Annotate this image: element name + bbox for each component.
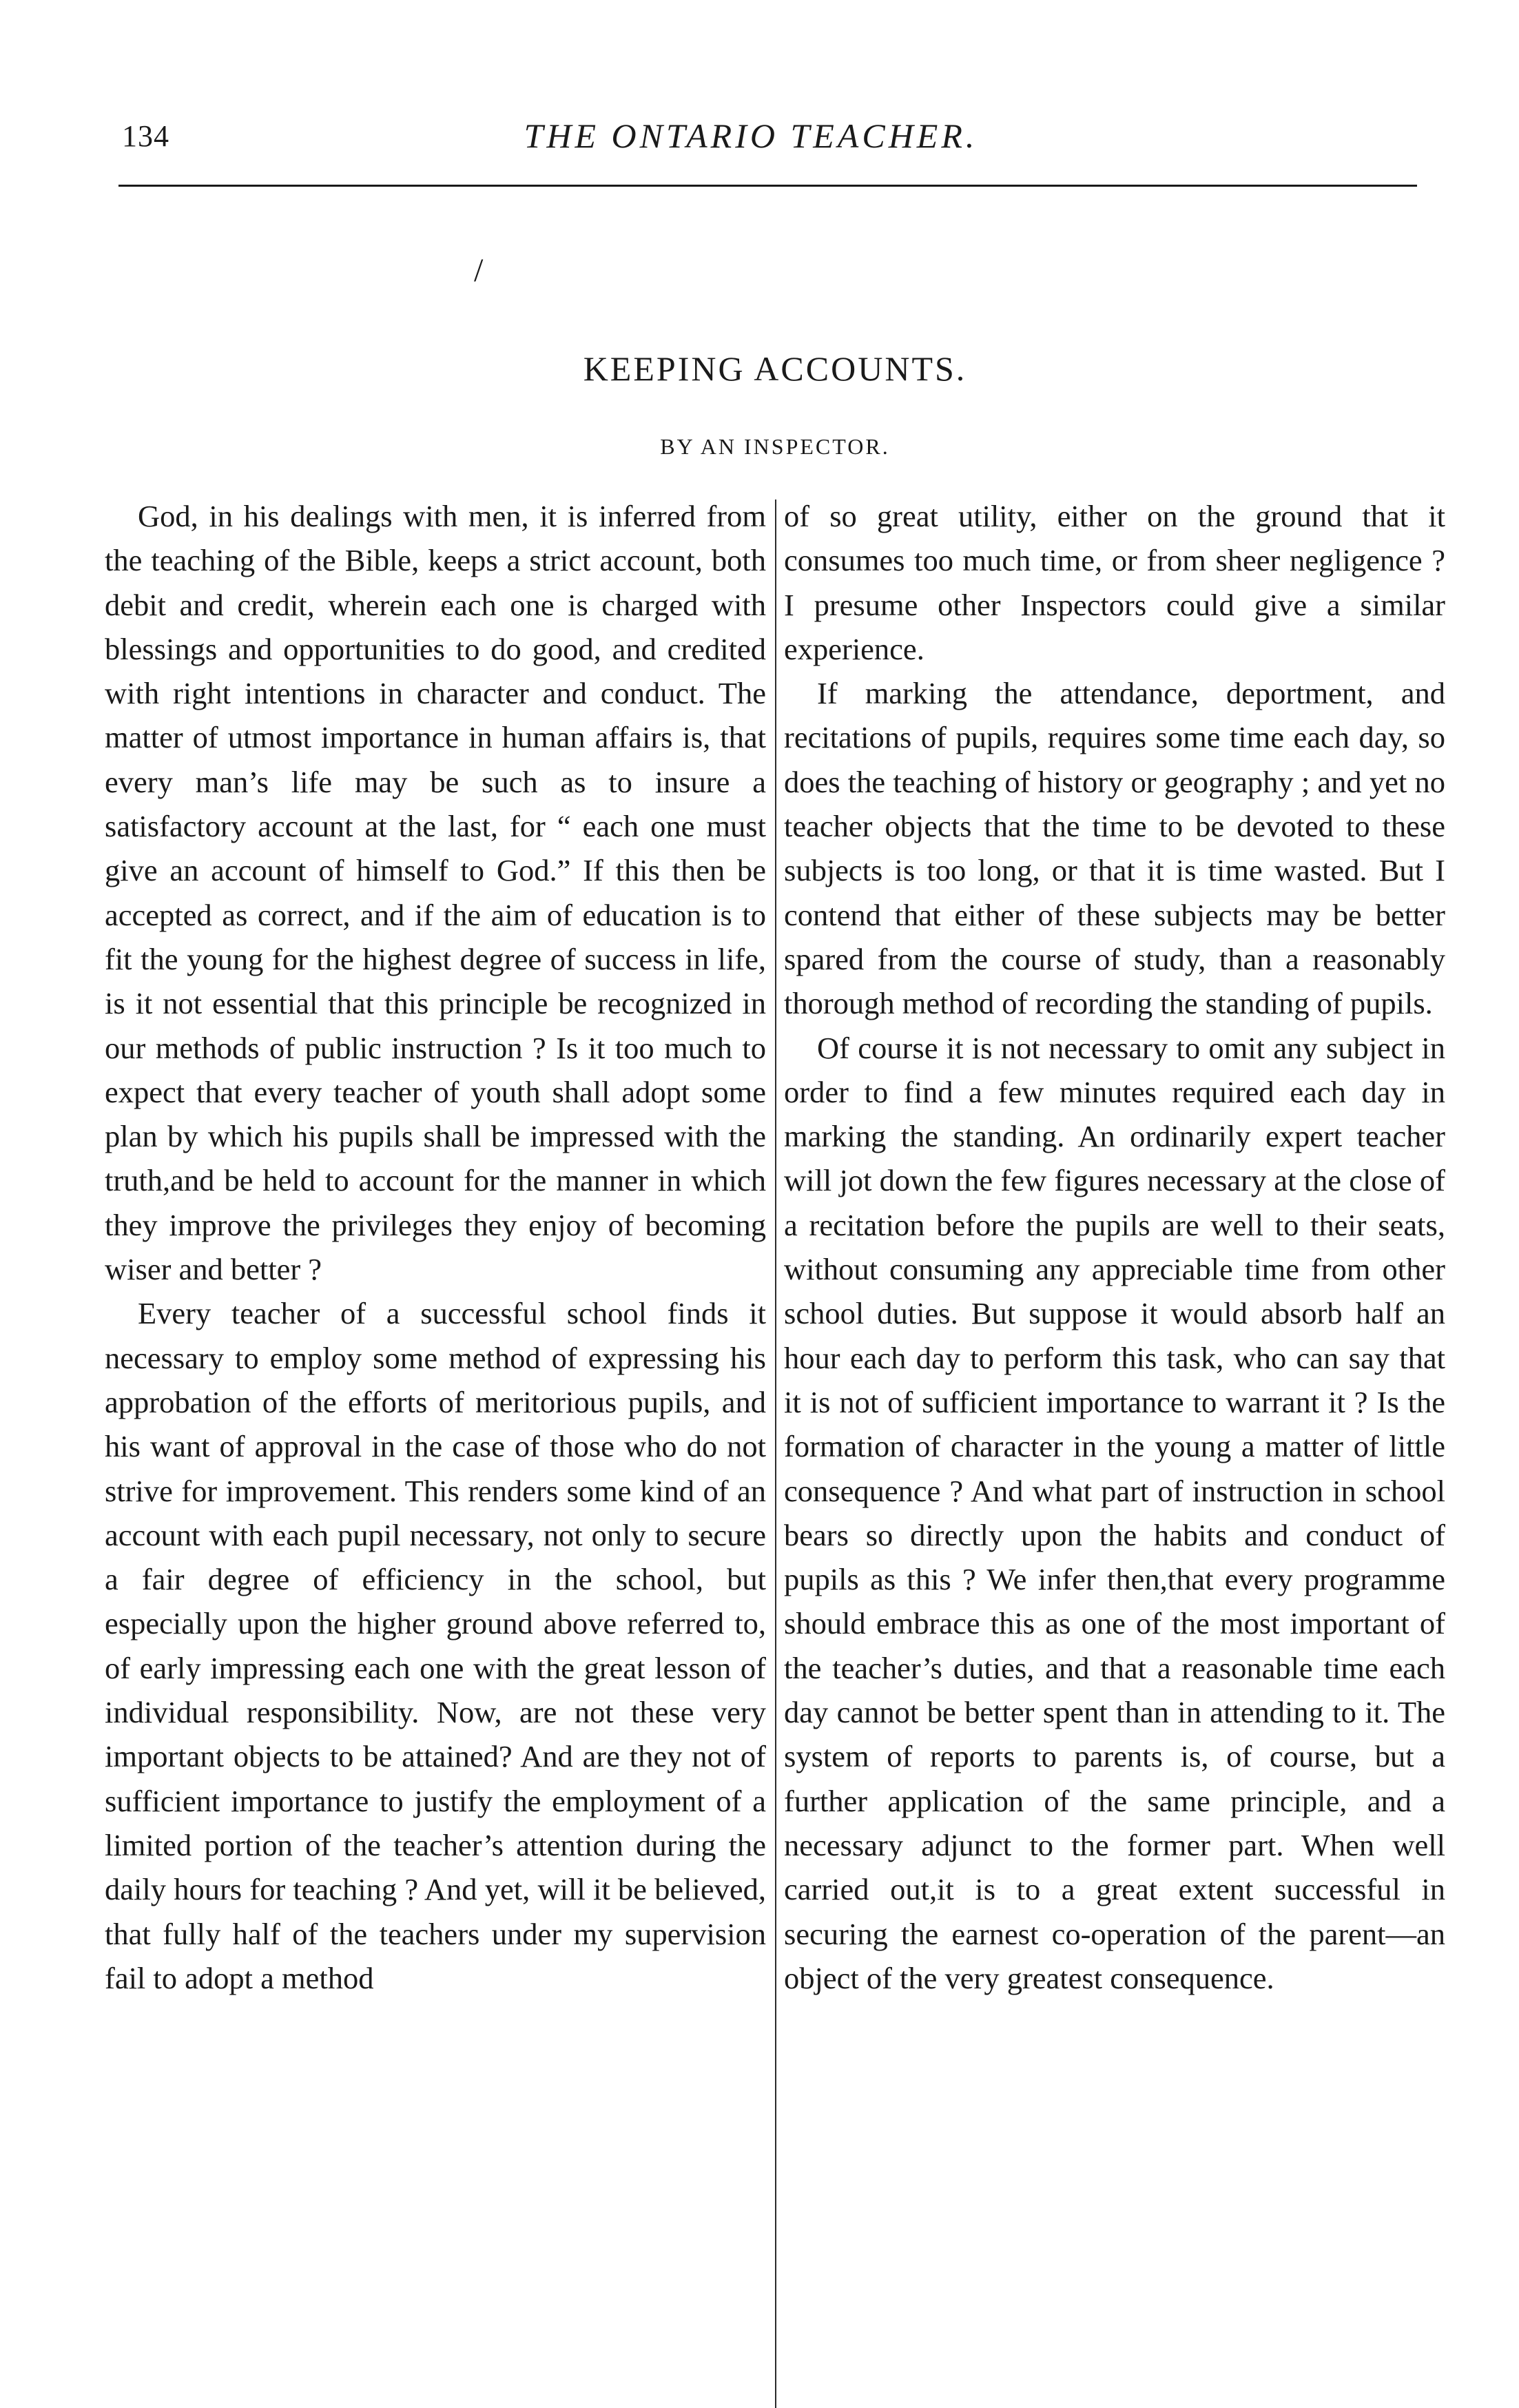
paragraph: If marking the attendance, deportment, and recitations of pupils, requires some time each day, so does the teaching of history or geography ; and yet no teacher objects that the time to be devoted to these subjects is too long, or that it is time wasted. But I contend that either of these subjects may be better spared from the course of study, than a reasonably thorough method of recording the standing of pupils. [784, 676, 1445, 1021]
paragraph: of so great utility, either on the ground that it consumes too much time, or from sheer negligence ? I presume other Inspectors could give a similar experience. [784, 499, 1445, 666]
paragraph: Of course it is not necessary to omit any subject in order to find a few minutes required each day in marking the standing. An ordinarily expert teacher will jot down the few figures necessary at the close of a recitation before the pupils are well to their seats, without consuming any appreciable time from other school duties. But suppose it would absorb half an hour each day to perform this task, who can say that it is not of sufficient importance to warrant it ? Is the formation of character in the young a matter of little consequence ? And what part of instruction in school bears so directly upon the habits and conduct of pupils as this ? We infer then,that every programme should embrace this as one of the most important of the teacher’s duties, and that a reasonable time each day cannot be better spent than in attending to it. The system of reports to parents is, of course, but a further application of the same principle, and a necessary adjunct to the former part. When well carried out,it is to a great extent successful in securing the earnest co-operation of the parent—an object of the very greatest consequence. [784, 1030, 1445, 1995]
column-divider [775, 500, 776, 2408]
left-column [105, 494, 766, 2000]
paragraph: Every teacher of a successful school finds it necessary to employ some method of expressing his approbation of the efforts of meritorious pupils, and his want of approval in the case of those who do not strive for improvement. This renders some kind of an account with each pupil necessary, not only to secure a fair degree of efficiency in the school, but especially upon the higher ground above referred to, of early impressing each one with the great lesson of individual responsibility. Now, are not these very important objects to be attained? And are they not of sufficient importance to justify the employment of a limited portion of the teacher’s attention during the daily hours for teaching ? And yet, will it be believed, that fully half of the teachers under my supervision fail to adopt a method [105, 1296, 766, 1995]
stray-mark: / [474, 252, 484, 289]
article-byline: BY AN INSPECTOR. [660, 434, 890, 459]
page-number: 134 [122, 119, 169, 153]
paragraph: God, in his dealings with men, it is inferred from the teaching of the Bible, keeps a strict account, both debit and credit, wherein each one is charged with blessings and opportunities to do good, and credited with right intentions in character and conduct. The matter of utmost importance in human affairs is, that every man’s life may be such as to insure a satisfactory account at the last, for “ each one must give an account of himself to God.” If this then be accepted as correct, and if the aim of education is to fit the young for the highest degree of success in life, is it not essential that this principle be recognized in our methods of public instruction ? Is it too much to expect that every teacher of youth shall adopt some plan by which his pupils shall be impressed with the truth,and be held to account for the manner in which they improve the privileges they enjoy of becoming wiser and better ? [105, 499, 766, 1287]
running-head: THE ONTARIO TEACHER. [524, 116, 978, 155]
right-column [784, 494, 1445, 2000]
header-rule [118, 185, 1417, 187]
article-title: KEEPING ACCOUNTS. [583, 349, 967, 388]
